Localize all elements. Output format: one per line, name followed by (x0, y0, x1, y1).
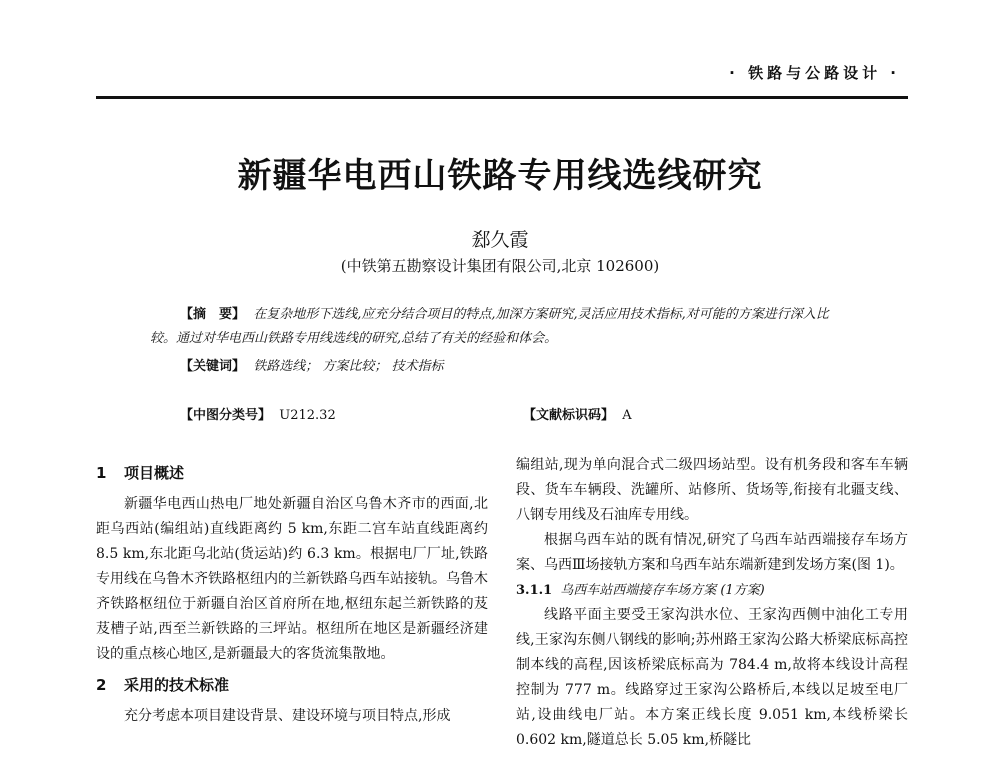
paragraph: 根据乌西车站的既有情况,研究了乌西车站西端接存车场方案、乌西Ⅲ场接轨方案和乌西车站东端新建到发场方案(图 1)。 (516, 532, 908, 573)
clc-label: 【中图分类号】 (180, 408, 272, 423)
paragraph: 编组站,现为单向混合式二级四场站型。设有机务段和客车车辆段、货车车辆段、洗罐所、站修所、货场等,衔接有北疆支线、八钢专用线及石油库专用线。 (516, 457, 908, 523)
document-code (523, 404, 632, 423)
header-rule (96, 96, 908, 99)
paper-title: 新疆华电西山铁路专用线选线研究 (237, 156, 763, 196)
abstract-label: 【摘 要】 (180, 307, 246, 322)
section-number: 1 (96, 464, 107, 482)
section-heading (96, 673, 488, 698)
subsection-heading (516, 578, 908, 603)
paragraph: 新疆华电西山热电厂地处新疆自治区乌鲁木齐市的西面,北距乌西站(编组站)直线距离约 5 km,东距二宫车站直线距离约 8.5 km,东北距乌北站(货运站)约 6.3 km。根据电厂厂址,铁路专用线在乌鲁木齐铁路枢纽内的兰新铁路乌西车站接轨。乌鲁木齐铁路枢纽位于新疆自治区首府所在地,枢纽东起兰新铁路的芨芨槽子站,西至兰新铁路的三坪站。枢纽所在地区是新疆经济建设的重点核心地区,是新疆最大的客货流集散地。 (96, 496, 488, 662)
section-title: 项目概述 (124, 464, 185, 482)
affiliation: (中铁第五勘察设计集团有限公司,北京 102600) (340, 257, 660, 275)
keywords-text: 铁路选线； 方案比较； 技术指标 (253, 359, 444, 374)
author: 郄久霞 (471, 229, 529, 251)
section-heading (96, 461, 488, 486)
abstract-text: 在复杂地形下选线,应充分结合项目的特点,加深方案研究,灵活应用技术指标,对可能的方案进行深入比较。通过对华电西山铁路专用线选线的研究,总结了有关的经验和体会。 (150, 307, 829, 346)
doc-code-value: A (622, 408, 632, 423)
right-column (516, 453, 908, 753)
clc-value: U212.32 (279, 408, 336, 423)
subsection-number: 3.1.1 (516, 583, 553, 598)
keywords (180, 355, 444, 374)
keywords-label: 【关键词】 (180, 359, 246, 374)
paragraph: 充分考虑本项目建设背景、建设环境与项目特点,形成 (124, 708, 451, 724)
clc-number (180, 404, 336, 423)
section-title: 采用的技术标准 (124, 676, 230, 694)
abstract (150, 303, 850, 351)
section-number: 2 (96, 676, 107, 694)
subsection-title: 乌西车站西端接存车场方案 (1方案) (560, 583, 765, 598)
paragraph: 线路平面主要受王家沟洪水位、王家沟西侧中油化工专用线,王家沟东侧八钢线的影响;苏州路王家沟公路大桥梁底标高控制本线的高程,因该桥梁底标高为 784.4 m,故将本线设计高程控制为 777 m。线路穿过王家沟公路桥后,本线以足坡至电厂站,设曲线电厂站。本方案正线长度 9.051 km,本线桥梁长 0.602 km,隧道总长 5.05 km,桥隧比 (516, 607, 908, 748)
running-header: · 铁路与公路设计 · (729, 64, 900, 82)
doc-code-label: 【文献标识码】 (523, 408, 615, 423)
left-column (96, 455, 488, 729)
